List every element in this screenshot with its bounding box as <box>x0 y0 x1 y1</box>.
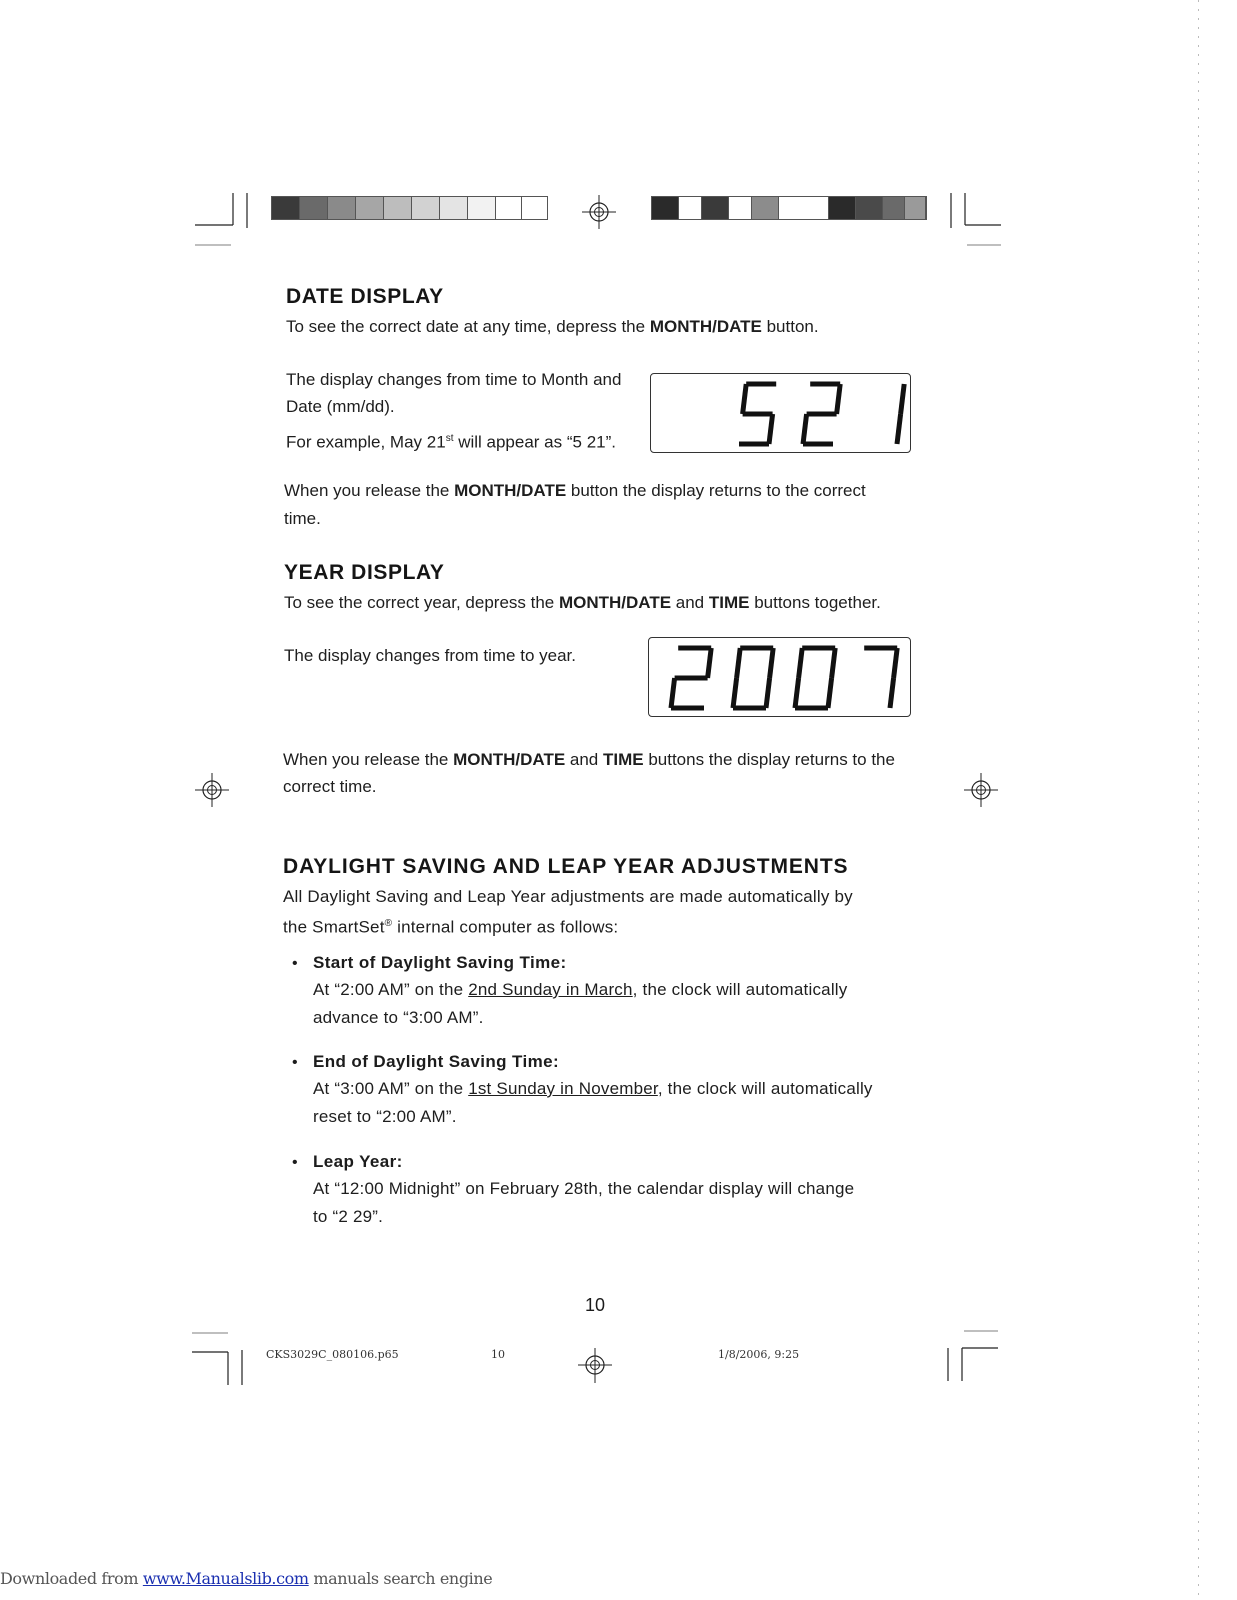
date-desc-line1: The display changes from time to Month and <box>286 370 622 389</box>
footer-timestamp: 1/8/2006, 9:25 <box>718 1348 800 1361</box>
lcd-segment <box>837 384 841 414</box>
lcd-segment <box>799 648 803 678</box>
lcd-digit <box>803 384 840 444</box>
dst-item-heading: Leap Year: <box>313 1152 403 1171</box>
page-number: 10 <box>585 1295 606 1315</box>
registration-mark-icon <box>962 771 1000 809</box>
lcd-segment <box>828 678 832 708</box>
lcd-segment <box>671 678 675 708</box>
lcd-segment <box>897 414 901 444</box>
margin-dots <box>1198 0 1199 1600</box>
dst-item-heading: Start of Daylight Saving Time: <box>313 953 567 972</box>
lcd-segment <box>766 678 770 708</box>
lcd-segment <box>743 384 747 414</box>
lcd-segment <box>769 414 773 444</box>
bullet-icon: • <box>292 1154 298 1171</box>
year-release-line1: When you release the MONTH/DATE and TIME buttons the display returns to the <box>283 750 895 769</box>
lcd-segment <box>795 678 799 708</box>
date-desc-line2: Date (mm/dd). <box>286 397 395 416</box>
year-intro: To see the correct year, depress the MONTH/DATE and TIME buttons together. <box>284 593 881 612</box>
color-bar-left <box>271 196 548 220</box>
lcd-segment <box>890 678 894 708</box>
crop-mark-icon <box>192 1330 252 1388</box>
dst-intro-line2: the SmartSet® internal computer as follows: <box>283 917 619 937</box>
crop-mark-icon <box>195 188 255 250</box>
watermark: Downloaded from www.Manualslib.com manuals search engine <box>0 1569 493 1588</box>
lcd-date-display <box>650 373 911 453</box>
date-release-line2: time. <box>284 509 321 528</box>
color-bar-right <box>651 196 927 220</box>
registration-mark-icon <box>193 771 231 809</box>
date-example: For example, May 21st will appear as “5 21”. <box>286 432 616 452</box>
crop-mark-icon <box>940 1326 1000 1384</box>
dst-item-line1: At “3:00 AM” on the 1st Sunday in November, the clock will automatically <box>313 1079 873 1098</box>
registration-mark-icon <box>576 1345 614 1385</box>
lcd-segment <box>737 648 741 678</box>
lcd-year-display <box>648 637 911 717</box>
lcd-segment <box>832 648 836 678</box>
section-title-year: YEAR DISPLAY <box>284 561 445 584</box>
lcd-digit <box>864 648 897 708</box>
watermark-link[interactable]: www.Manualslib.com <box>142 1569 309 1588</box>
lcd-segment <box>770 648 774 678</box>
dst-item-line2: reset to “2:00 AM”. <box>313 1107 457 1126</box>
lcd-segment <box>901 384 905 414</box>
lcd-segment <box>803 414 807 444</box>
date-intro: To see the correct date at any time, depress the MONTH/DATE button. <box>286 317 819 336</box>
registration-mark-icon <box>580 193 618 231</box>
lcd-digit <box>795 648 835 708</box>
footer-file: CKS3029C_080106.p65 <box>266 1348 399 1361</box>
bullet-icon: • <box>292 955 298 972</box>
dst-item-line2: to “2 29”. <box>313 1207 384 1226</box>
year-desc: The display changes from time to year. <box>284 646 576 665</box>
dst-intro-line1: All Daylight Saving and Leap Year adjustments are made automatically by <box>283 887 853 906</box>
lcd-digit <box>897 384 904 444</box>
bullet-icon: • <box>292 1054 298 1071</box>
lcd-segment <box>894 648 898 678</box>
dst-item-heading: End of Daylight Saving Time: <box>313 1052 560 1071</box>
dst-item-line1: At “12:00 Midnight” on February 28th, the calendar display will change <box>313 1179 855 1198</box>
lcd-digit <box>733 648 773 708</box>
lcd-digit <box>671 648 711 708</box>
lcd-segment <box>733 678 737 708</box>
dst-item-line2: advance to “3:00 AM”. <box>313 1008 484 1027</box>
date-release-line1: When you release the MONTH/DATE button the display returns to the correct <box>284 481 866 500</box>
section-title-dst: DAYLIGHT SAVING AND LEAP YEAR ADJUSTMENTS <box>283 855 849 878</box>
dst-item-line1: At “2:00 AM” on the 2nd Sunday in March, the clock will automatically <box>313 980 848 999</box>
year-release-line2: correct time. <box>283 777 377 796</box>
lcd-digit <box>739 384 776 444</box>
section-title-date: DATE DISPLAY <box>286 285 444 308</box>
lcd-segment <box>708 648 712 678</box>
crop-mark-icon <box>945 188 1005 250</box>
footer-page: 10 <box>491 1348 505 1361</box>
